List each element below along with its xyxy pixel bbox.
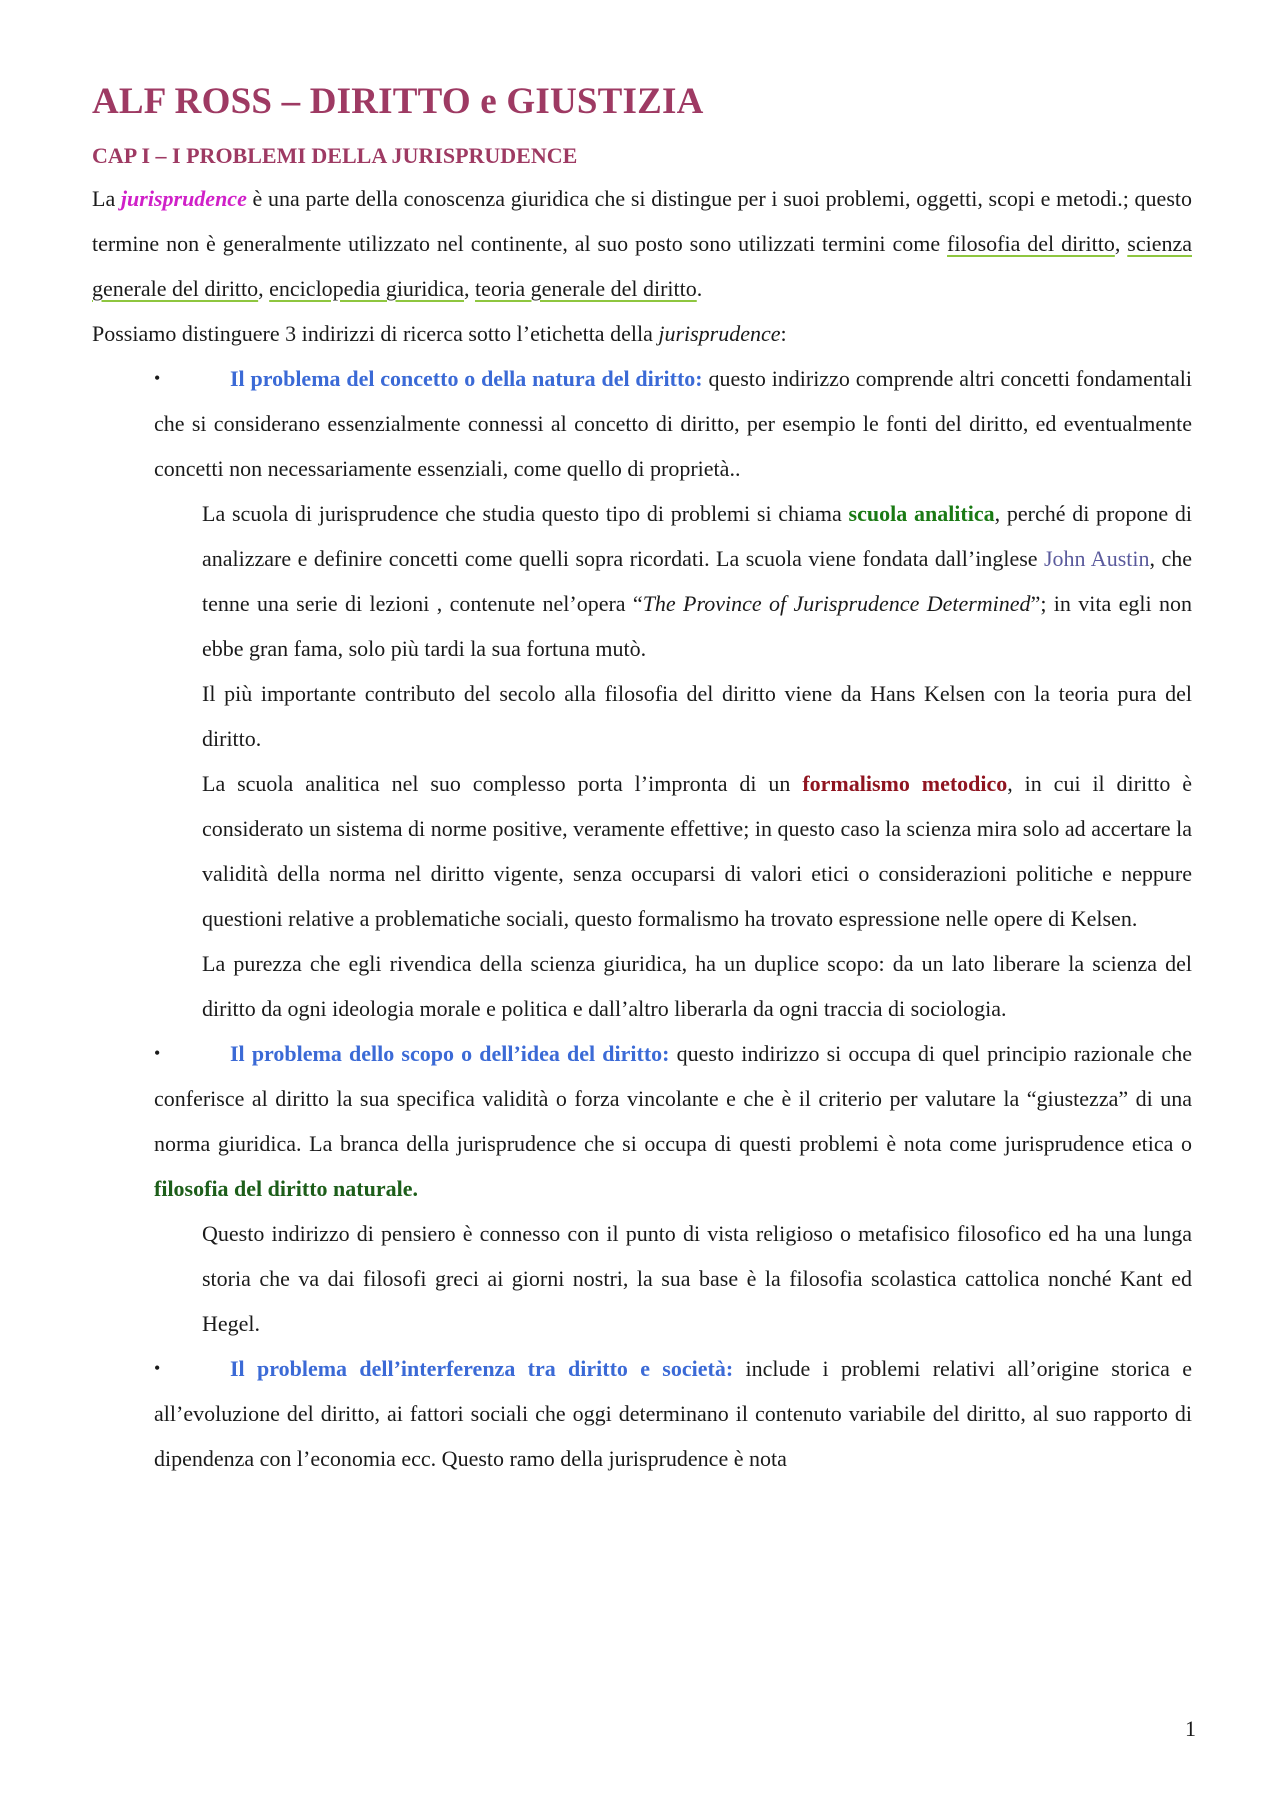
list-item-2 bbox=[154, 1031, 1192, 1211]
paragraph-indirizzo: Questo indirizzo di pensiero è connesso con il punto di vista religioso o metafisico filosofico ed ha una lunga storia che va dai filosofi greci ai giorni nostri, la sua base è la filosofia scolastica cattolica nonché Kant ed Hegel. bbox=[202, 1221, 1192, 1336]
term-filosofia-del-diritto: filosofia del diritto bbox=[947, 231, 1115, 256]
intro-end: . bbox=[696, 276, 703, 301]
intro-paragraph bbox=[92, 176, 1192, 311]
term-scienza-generale: scienza generale del diritto bbox=[92, 231, 1192, 301]
paragraph-scuola-analitica bbox=[202, 491, 1192, 671]
sep-2: , bbox=[258, 276, 270, 301]
p1-text-d: ”; in vita egli non ebbe gran fama, solo più tardi la sua fortuna mutò. bbox=[202, 591, 1192, 661]
page-number: 1 bbox=[1185, 1716, 1196, 1741]
intro-text-b: è una parte della conoscenza giuridica che si distingue per i suoi problemi, oggetti, scopi e metodi.; questo termine non è generalmente utilizzato nel continente, al suo posto sono utilizzati termini come bbox=[92, 186, 1193, 256]
p1-text-a: La scuola di jurisprudence che studia questo tipo di problemi si chiama bbox=[202, 501, 849, 526]
term-teoria-generale: teoria generale del diritto bbox=[475, 276, 697, 301]
lead-term: jurisprudence bbox=[658, 321, 781, 346]
lead-paragraph bbox=[92, 311, 1192, 356]
item-3-text bbox=[154, 1346, 1192, 1481]
item-1-body: questo indirizzo comprende altri concetti fondamentali che si considerano essenzialmente connessi al concetto di diritto, per esempio le fonti del diritto, ed eventualmente concetti non necessariamente essenziali, come quello di proprietà.. bbox=[154, 366, 1192, 481]
document-body bbox=[92, 78, 1192, 1481]
item-1-text bbox=[154, 356, 1192, 491]
list-item-3 bbox=[154, 1346, 1192, 1481]
p1-text-b: , perché di propone di analizzare e definire concetti come quelli sopra ricordati. La scuola viene fondata dall’inglese bbox=[202, 501, 1192, 571]
item-2-heading: Il problema dello scopo o dell’idea del diritto: bbox=[230, 1041, 670, 1066]
chapter-heading: CAP I – I PROBLEMI DELLA JURISPRUDENCE bbox=[92, 143, 578, 168]
term-jurisprudence: jurisprudence bbox=[120, 186, 247, 211]
paragraph-purezza: La purezza che egli rivendica della scienza giuridica, ha un duplice scopo: da un lato liberare la scienza del diritto da ogni ideologia morale e politica e dall’altro liberarla da ogni traccia di sociologia. bbox=[202, 951, 1192, 1021]
list-item-1 bbox=[154, 356, 1192, 491]
work-title: The Province of Jurisprudence Determined bbox=[642, 591, 1031, 616]
paragraph-formalismo bbox=[202, 761, 1192, 941]
document-title: ALF ROSS – DIRITTO e GIUSTIZIA bbox=[92, 81, 704, 122]
intro-text-a: La bbox=[92, 186, 121, 211]
item-3-heading: Il problema dell’interferenza tra diritto e società: bbox=[230, 1356, 734, 1381]
sep-1: , bbox=[1114, 231, 1128, 256]
item-3-body: include i problemi relativi all’origine storica e all’evoluzione del diritto, ai fattori sociali che oggi determinano il contenuto variabile del diritto, al suo rapporto di dipendenza con l’economia ecc. Questo ramo della jurisprudence è nota bbox=[154, 1356, 1193, 1471]
term-formalismo-metodico: formalismo metodico bbox=[802, 771, 1008, 796]
lead-text: Possiamo distinguere 3 indirizzi di ricerca sotto l’etichetta della bbox=[92, 321, 659, 346]
p3-text-b: , in cui il diritto è considerato un sistema di norme positive, veramente effettive; in questo caso la scienza mira solo ad accertare la validità della norma nel diritto vigente, senza occuparsi di valori etici o considerazioni politiche e neppure questioni relative a problematiche sociali, questo formalismo ha trovato espressione nelle opere di Kelsen. bbox=[202, 771, 1192, 931]
item-2-text bbox=[154, 1031, 1192, 1211]
paragraph-kelsen: Il più importante contributo del secolo alla filosofia del diritto viene da Hans Kelsen con la teoria pura del diritto. bbox=[202, 681, 1192, 751]
bullet-icon: • bbox=[154, 368, 161, 388]
lead-end: : bbox=[780, 321, 787, 346]
term-enciclopedia-giuridica: enciclopedia giuridica bbox=[269, 276, 465, 301]
p3-text-a: La scuola analitica nel suo complesso porta l’impronta di un bbox=[202, 771, 803, 796]
term-filosofia-diritto-naturale: filosofia del diritto naturale. bbox=[154, 1176, 418, 1201]
item-2-body: questo indirizzo si occupa di quel principio razionale che conferisce al diritto la sua specifica validità o forza vincolante e che è il criterio per valutare la “giustezza” di una norma giuridica. La branca della jurisprudence che si occupa di questi problemi è nota come jurisprudence etica o bbox=[154, 1041, 1192, 1156]
bullet-icon: • bbox=[154, 1043, 161, 1063]
item-1-heading: Il problema del concetto o della natura del diritto: bbox=[230, 366, 703, 391]
name-john-austin: John Austin bbox=[1044, 546, 1150, 571]
p1-text-c: , che tenne una serie di lezioni , contenute nel’opera “ bbox=[202, 546, 1192, 616]
bullet-icon: • bbox=[154, 1358, 161, 1378]
sep-3: , bbox=[464, 276, 476, 301]
term-scuola-analitica: scuola analitica bbox=[848, 501, 995, 526]
